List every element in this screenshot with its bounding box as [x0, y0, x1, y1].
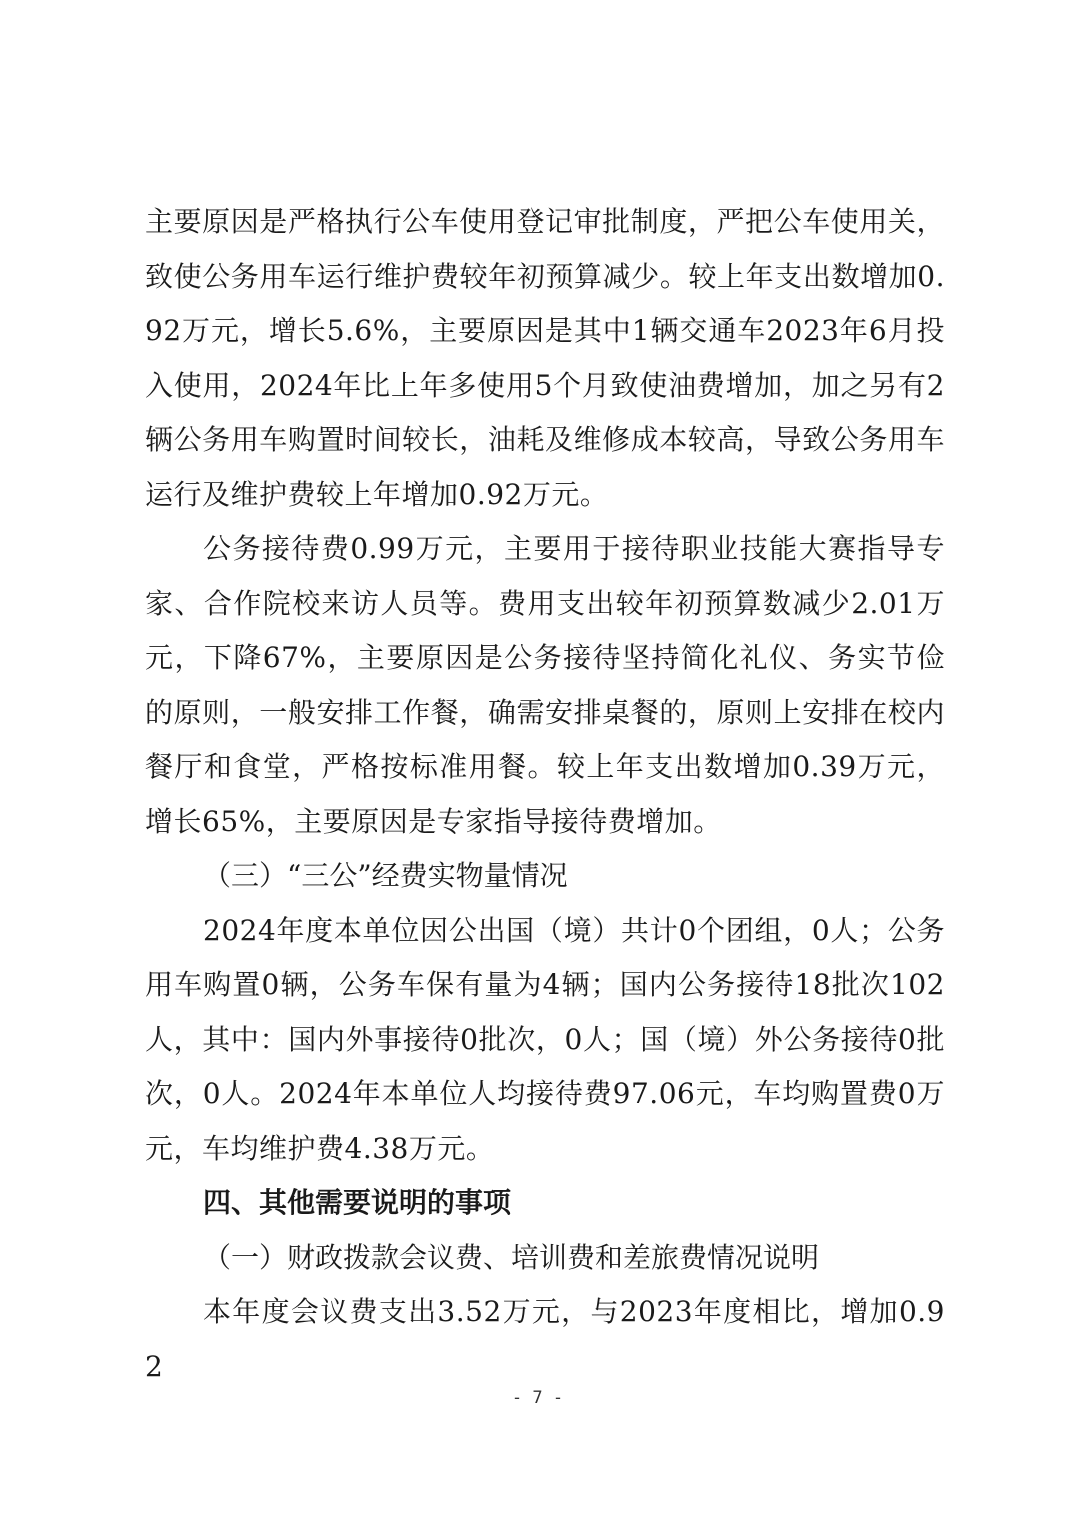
- section-heading-meeting-training-travel: （一）财政拨款会议费、培训费和差旅费情况说明: [203, 1240, 820, 1274]
- document-body: [145, 195, 945, 1394]
- paragraph-meeting-fees: 本年度会议费支出3.52万元，与2023年度相比，增加0.92: [145, 1295, 945, 1383]
- paragraph-reception-fees: 公务接待费0.99万元，主要用于接待职业技能大赛指导专家、合作院校来访人员等。费用支出较年初预算数减少2.01万元，下降67%，主要原因是公务接待坚持简化礼仪、务实节俭的原则，一般安排工作餐，确需安排桌餐的，原则上安排在校内餐厅和食堂，严格按标准用餐。较上年支出数增加0.39万元，增长65%，主要原因是专家指导接待费增加。: [145, 532, 945, 838]
- paragraph-physical-quantity: 2024年度本单位因公出国（境）共计0个团组，0人；公务用车购置0辆，公务车保有量为4辆；国内公务接待18批次102人，其中：国内外事接待0批次，0人；国（境）外公务接待0批次，0人。2024年本单位人均接待费97.06元，车均购置费0万元，车均维护费4.38万元。: [145, 913, 945, 1165]
- section-heading-physical-quantity: （三）“三公”经费实物量情况: [203, 859, 568, 892]
- paragraph-vehicle-maintenance: 主要原因是严格执行公车使用登记审批制度，严把公车使用关，致使公务用车运行维护费较年初预算减少。较上年支出数增加0.92万元，增长5.6%，主要原因是其中1辆交通车2023年6月投入使用，2024年比上年多使用5个月致使油费增加，加之另有2辆公务用车购置时间较长，油耗及维修成本较高，导致公务用车运行及维护费较上年增加0.92万元。: [145, 205, 945, 511]
- page-number: - 7 -: [511, 1388, 564, 1408]
- section-heading-other-matters: 四、其他需要说明的事项: [203, 1186, 512, 1219]
